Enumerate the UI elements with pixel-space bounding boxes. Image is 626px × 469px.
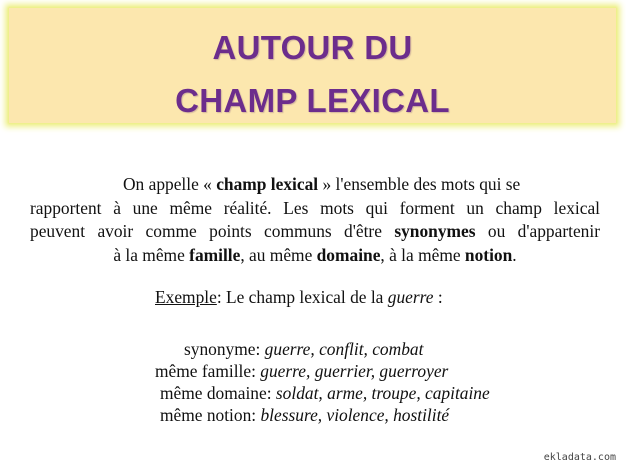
title-line-2: CHAMP LEXICAL bbox=[175, 82, 450, 119]
watermark: ekladata.com bbox=[543, 452, 616, 463]
paragraph-line-2: rapportent à une même réalité. Les mots qui forment un champ lexical bbox=[30, 197, 600, 218]
term-domaine: domaine bbox=[316, 244, 381, 265]
title-banner bbox=[9, 8, 616, 123]
example-label: Exemple bbox=[155, 287, 217, 307]
term-champ-lexical: champ lexical bbox=[216, 174, 319, 194]
paragraph-line-4: à la même famille, au même domaine, à la même notion. bbox=[113, 244, 517, 265]
definition-paragraph bbox=[30, 173, 600, 267]
example-word: guerre bbox=[387, 287, 434, 307]
item-synonyme: synonyme: guerre, conflit, combat bbox=[184, 339, 424, 359]
paragraph-line-1: On appelle « champ lexical » l'ensemble des mots qui se bbox=[123, 174, 521, 194]
item-famille: même famille: guerre, guerrier, guerroyer bbox=[155, 361, 449, 381]
term-famille: famille bbox=[189, 244, 241, 265]
item-notion: même notion: blessure, violence, hostilité bbox=[160, 405, 450, 425]
term-notion: notion bbox=[464, 244, 513, 265]
term-synonymes: synonymes bbox=[394, 221, 476, 241]
item-domaine: même domaine: soldat, arme, troupe, capitaine bbox=[160, 383, 490, 403]
paragraph-line-3: peuvent avoir comme points communs d'être synonymes ou d'appartenir bbox=[30, 221, 601, 241]
title-line-1: AUTOUR DU bbox=[212, 29, 413, 66]
example-heading: Exemple: Le champ lexical de la guerre : bbox=[155, 287, 443, 307]
